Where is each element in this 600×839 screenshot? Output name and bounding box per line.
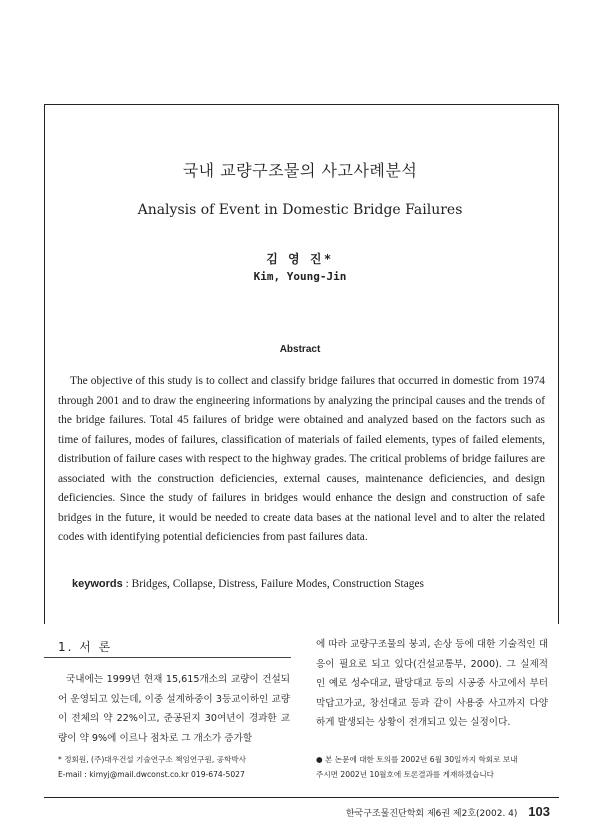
page-number: 103	[528, 804, 550, 819]
frame-top-rule	[44, 104, 559, 105]
intro-right-column: 에 따라 교량구조물의 붕괴, 손상 등에 대한 기술적인 대응이 필요로 되고 있다(건설교통부, 2000). 그 실제적인 예로 성수대교, 팔당대교 등의 시공중 사고에서 부터 막답고가교, 창선대교 등과 같이 사용중 사고까지 다양하게 발생되는 상황이 전개되고 있는 실정이다.	[316, 639, 548, 728]
intro-left-column: 국내에는 1999년 현재 15,615개소의 교량이 건설되어 운영되고 있는데, 이중 설계하중이 3등교이하인 교량이 전체의 약 22%이고, 준공된지 30여년이 경과한 교량이 약 9%에 이르나 점차로 그 개소가 증가할	[58, 674, 290, 744]
title-korean: 국내 교량구조물의 사고사례분석	[182, 161, 418, 180]
abstract-heading: Abstract	[279, 344, 321, 355]
footnote-email: E-mail : kimyj@mail.dwconst.co.kr 019-674-5027	[58, 770, 245, 779]
author-english: Kim, Young-Jin	[253, 270, 347, 283]
author-korean: 김 영 진*	[266, 252, 334, 266]
footnote-discussion-line-1: ● 본 논문에 대한 토의를 2002년 6월 30일까지 학회로 보내	[316, 755, 518, 764]
footnote-affiliation: * 정회원, (주)대우건설 기술연구소 책임연구원, 공학박사	[58, 755, 246, 764]
footnote-author	[58, 752, 298, 782]
keywords-label: keywords	[72, 578, 123, 590]
section-heading: 1. 서 론	[58, 640, 113, 654]
frame-left-rule	[44, 104, 45, 624]
footnote-discussion-line-2: 주시면 2002년 10월호에 토론결과를 게재하겠습니다	[316, 770, 495, 779]
title-english: Analysis of Event in Domestic Bridge Failures	[137, 202, 463, 218]
keywords-text: : Bridges, Collapse, Distress, Failure Modes, Construction Stages	[125, 578, 424, 590]
footer-journal: 한국구조물진단학회 제6권 제2호(2002. 4)	[345, 809, 518, 819]
footnote-discussion	[316, 752, 556, 782]
section-underline	[44, 657, 291, 658]
footer-rule	[44, 797, 559, 798]
keywords-line	[72, 578, 424, 590]
page-footer	[300, 804, 550, 819]
frame-right-rule	[558, 104, 559, 624]
abstract-body: The objective of this study is to collect and classify bridge failures that occurred in domestic from 1974 through 2001 and to draw the engineering informations by analyzing the principal causes and the trends of the bridge failures. Total 45 failures of bridge were obtained and analyzed based on the factors such as time of failures, modes of failures, classification of materials of failed elements, types of failed elements, distribution of failure cases with respect to the highway grades. The critical problems of bridge failures are associated with the construction deficiencies, external causes, maintenance deficiencies, and design deficiencies. Since the study of failures in bridges would enhance the design and construction of safe bridges in the future, it would be needed to create data bases at the national level and to alter the related codes with identifying potential deficiencies from past failures data.	[58, 375, 545, 543]
